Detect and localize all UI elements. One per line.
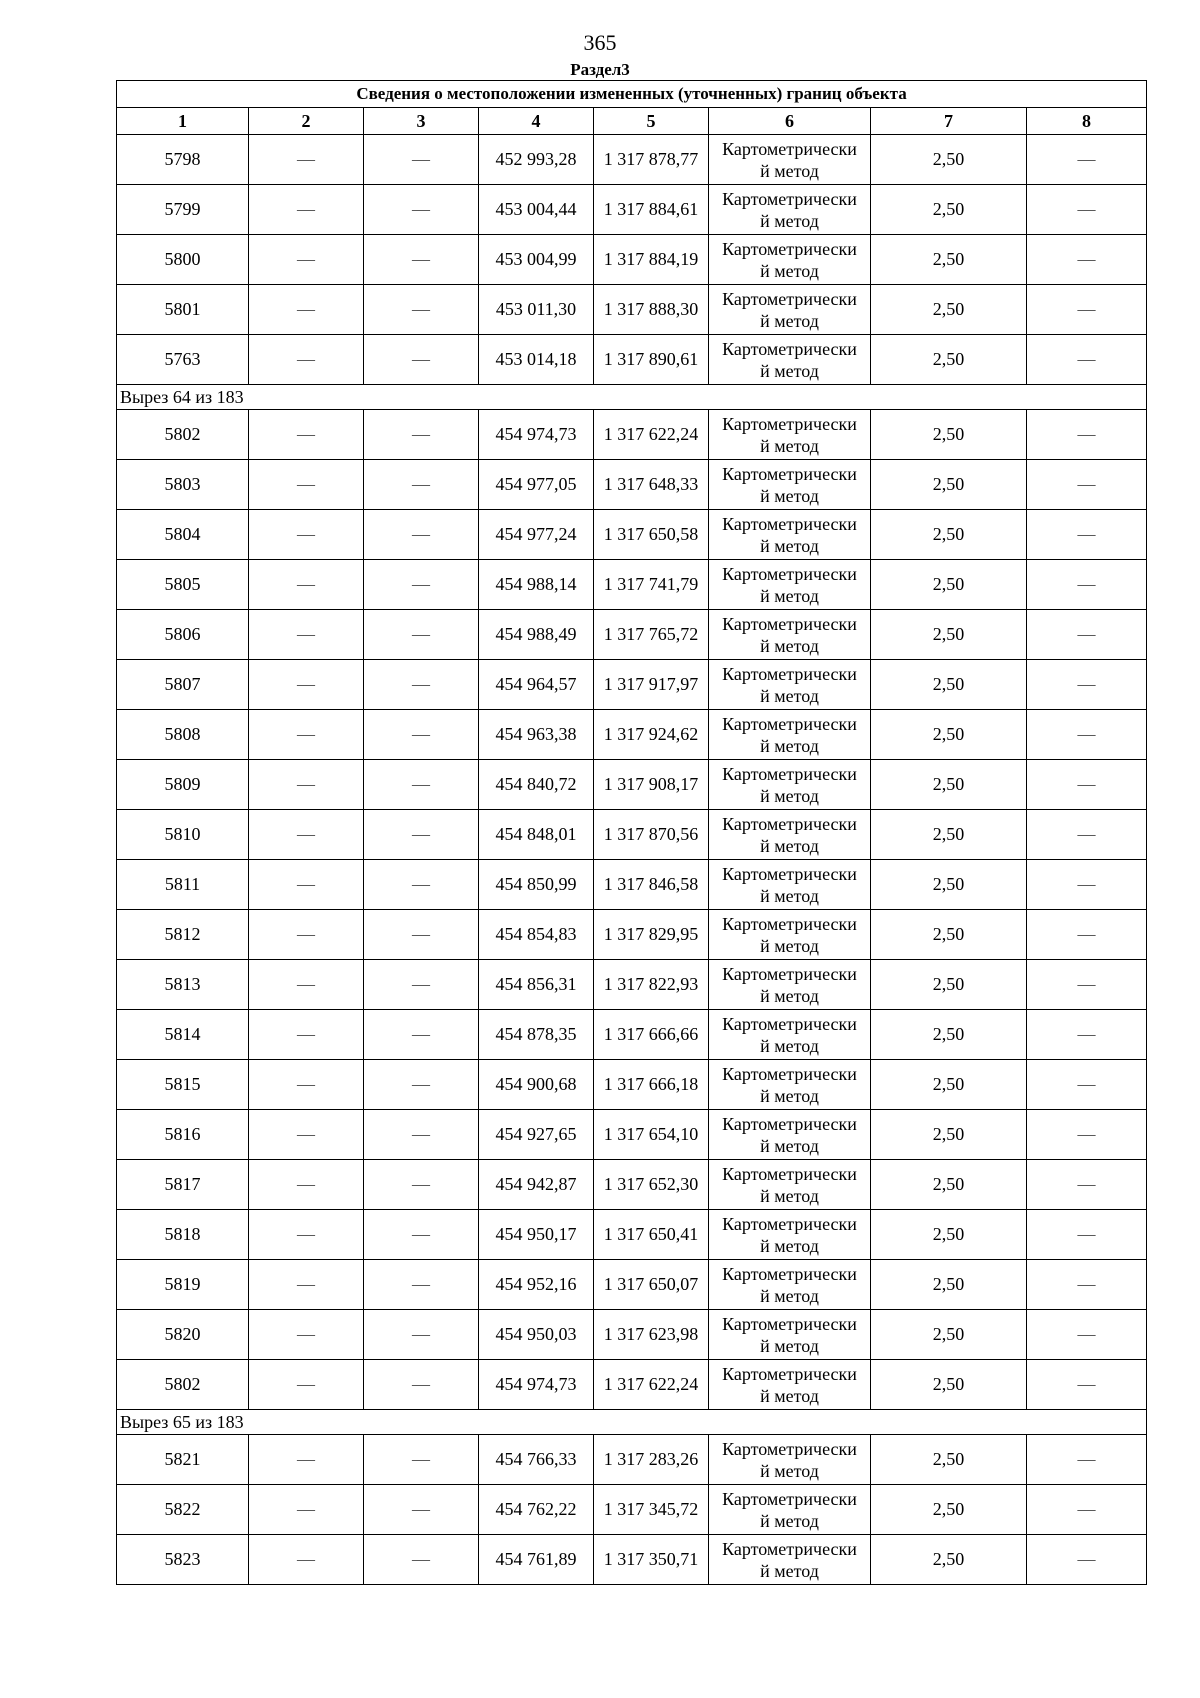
cell-method: Картометрически й метод	[709, 1160, 871, 1210]
cell-col-3: —	[364, 760, 479, 810]
cell-point-number: 5817	[117, 1160, 249, 1210]
table-row	[117, 1010, 1147, 1060]
cell-precision: 2,50	[871, 1360, 1027, 1410]
cell-precision: 2,50	[871, 510, 1027, 560]
cell-col-2: —	[249, 460, 364, 510]
table-row	[117, 1160, 1147, 1210]
cell-col-8: —	[1027, 810, 1147, 860]
cell-col-2: —	[249, 560, 364, 610]
cell-method: Картометрически й метод	[709, 1535, 871, 1585]
cell-precision: 2,50	[871, 1110, 1027, 1160]
cell-method: Картометрически й метод	[709, 410, 871, 460]
cell-col-2: —	[249, 1160, 364, 1210]
cell-coord-y: 1 317 623,98	[594, 1310, 709, 1360]
cell-coord-x: 454 850,99	[479, 860, 594, 910]
cell-point-number: 5812	[117, 910, 249, 960]
cell-method: Картометрически й метод	[709, 135, 871, 185]
cell-col-3: —	[364, 1010, 479, 1060]
cell-col-2: —	[249, 1210, 364, 1260]
cell-point-number: 5799	[117, 185, 249, 235]
cell-precision: 2,50	[871, 1010, 1027, 1060]
cell-col-3: —	[364, 1210, 479, 1260]
cell-col-8: —	[1027, 335, 1147, 385]
table-row	[117, 285, 1147, 335]
cell-col-3: —	[364, 185, 479, 235]
boundary-table	[116, 80, 1147, 1585]
table-row	[117, 235, 1147, 285]
cell-coord-y: 1 317 345,72	[594, 1485, 709, 1535]
column-header-5: 5	[594, 108, 709, 135]
cell-col-8: —	[1027, 185, 1147, 235]
table-row	[117, 1060, 1147, 1110]
cell-precision: 2,50	[871, 1160, 1027, 1210]
section-label: Вырез 65 из 183	[117, 1410, 1147, 1435]
cell-point-number: 5763	[117, 335, 249, 385]
table-row	[117, 860, 1147, 910]
cell-coord-y: 1 317 622,24	[594, 1360, 709, 1410]
cell-col-2: —	[249, 1435, 364, 1485]
table-row	[117, 410, 1147, 460]
table-title: Сведения о местоположении измененных (уточненных) границ объекта	[117, 81, 1147, 108]
cell-col-2: —	[249, 185, 364, 235]
table-row	[117, 910, 1147, 960]
cell-col-3: —	[364, 810, 479, 860]
cell-point-number: 5802	[117, 1360, 249, 1410]
cell-coord-x: 453 004,99	[479, 235, 594, 285]
cell-coord-x: 453 004,44	[479, 185, 594, 235]
cell-col-2: —	[249, 710, 364, 760]
cell-precision: 2,50	[871, 185, 1027, 235]
cell-coord-x: 454 974,73	[479, 1360, 594, 1410]
cell-coord-x: 454 977,24	[479, 510, 594, 560]
cell-coord-x: 454 942,87	[479, 1160, 594, 1210]
cell-col-8: —	[1027, 510, 1147, 560]
cell-col-8: —	[1027, 910, 1147, 960]
cell-point-number: 5811	[117, 860, 249, 910]
cell-col-3: —	[364, 1360, 479, 1410]
cell-method: Картометрически й метод	[709, 560, 871, 610]
cell-method: Картометрически й метод	[709, 235, 871, 285]
column-header-6: 6	[709, 108, 871, 135]
cell-point-number: 5804	[117, 510, 249, 560]
cell-point-number: 5802	[117, 410, 249, 460]
cell-coord-y: 1 317 648,33	[594, 460, 709, 510]
cell-coord-y: 1 317 650,07	[594, 1260, 709, 1310]
cell-col-8: —	[1027, 135, 1147, 185]
cell-precision: 2,50	[871, 235, 1027, 285]
cell-col-2: —	[249, 960, 364, 1010]
cell-col-3: —	[364, 710, 479, 760]
cell-method: Картометрически й метод	[709, 1260, 871, 1310]
cell-point-number: 5807	[117, 660, 249, 710]
table-row	[117, 135, 1147, 185]
cell-coord-x: 454 977,05	[479, 460, 594, 510]
cell-coord-y: 1 317 622,24	[594, 410, 709, 460]
cell-precision: 2,50	[871, 910, 1027, 960]
cell-col-3: —	[364, 1060, 479, 1110]
cell-coord-y: 1 317 741,79	[594, 560, 709, 610]
cell-col-3: —	[364, 1485, 479, 1535]
column-header-1: 1	[117, 108, 249, 135]
cell-coord-y: 1 317 765,72	[594, 610, 709, 660]
cell-point-number: 5805	[117, 560, 249, 610]
table-row	[117, 1435, 1147, 1485]
cell-method: Картометрически й метод	[709, 860, 871, 910]
cell-col-8: —	[1027, 610, 1147, 660]
column-header-8: 8	[1027, 108, 1147, 135]
cell-precision: 2,50	[871, 1535, 1027, 1585]
cell-coord-y: 1 317 917,97	[594, 660, 709, 710]
cell-col-8: —	[1027, 1110, 1147, 1160]
cell-col-2: —	[249, 610, 364, 660]
cell-col-8: —	[1027, 1535, 1147, 1585]
cell-precision: 2,50	[871, 1485, 1027, 1535]
cell-col-3: —	[364, 1260, 479, 1310]
cell-col-2: —	[249, 860, 364, 910]
cell-precision: 2,50	[871, 285, 1027, 335]
cell-point-number: 5823	[117, 1535, 249, 1585]
cell-precision: 2,50	[871, 710, 1027, 760]
table-row	[117, 460, 1147, 510]
section-label: Вырез 64 из 183	[117, 385, 1147, 410]
cell-col-3: —	[364, 460, 479, 510]
cell-coord-x: 454 848,01	[479, 810, 594, 860]
cell-col-8: —	[1027, 1160, 1147, 1210]
cell-coord-x: 454 927,65	[479, 1110, 594, 1160]
table-row	[117, 185, 1147, 235]
cell-precision: 2,50	[871, 1210, 1027, 1260]
table-row	[117, 610, 1147, 660]
cell-col-2: —	[249, 235, 364, 285]
cell-col-3: —	[364, 910, 479, 960]
table-title-row	[117, 81, 1147, 108]
cell-col-3: —	[364, 960, 479, 1010]
cell-col-2: —	[249, 1060, 364, 1110]
cell-point-number: 5815	[117, 1060, 249, 1110]
cell-col-8: —	[1027, 410, 1147, 460]
cell-col-2: —	[249, 910, 364, 960]
cell-coord-y: 1 317 654,10	[594, 1110, 709, 1160]
cell-coord-x: 454 762,22	[479, 1485, 594, 1535]
cell-col-3: —	[364, 235, 479, 285]
cell-coord-y: 1 317 650,41	[594, 1210, 709, 1260]
cell-col-2: —	[249, 1360, 364, 1410]
cell-coord-x: 454 950,03	[479, 1310, 594, 1360]
column-header-4: 4	[479, 108, 594, 135]
cell-coord-x: 454 974,73	[479, 410, 594, 460]
cell-method: Картометрически й метод	[709, 910, 871, 960]
cell-method: Картометрически й метод	[709, 510, 871, 560]
cell-coord-y: 1 317 924,62	[594, 710, 709, 760]
cell-col-3: —	[364, 335, 479, 385]
cell-col-2: —	[249, 1310, 364, 1360]
cell-method: Картометрически й метод	[709, 460, 871, 510]
cell-point-number: 5809	[117, 760, 249, 810]
cell-col-2: —	[249, 285, 364, 335]
cell-method: Картометрически й метод	[709, 335, 871, 385]
cell-col-8: —	[1027, 660, 1147, 710]
cell-col-8: —	[1027, 1310, 1147, 1360]
cell-point-number: 5822	[117, 1485, 249, 1535]
cell-col-2: —	[249, 1110, 364, 1160]
cell-col-2: —	[249, 135, 364, 185]
cell-col-3: —	[364, 1110, 479, 1160]
cell-col-3: —	[364, 135, 479, 185]
table-row	[117, 1310, 1147, 1360]
table-row	[117, 710, 1147, 760]
table-row	[117, 560, 1147, 610]
cell-point-number: 5810	[117, 810, 249, 860]
cell-col-8: —	[1027, 460, 1147, 510]
column-header-row	[117, 108, 1147, 135]
cell-precision: 2,50	[871, 810, 1027, 860]
cell-col-8: —	[1027, 1260, 1147, 1310]
cell-point-number: 5816	[117, 1110, 249, 1160]
cell-col-8: —	[1027, 1360, 1147, 1410]
cell-point-number: 5814	[117, 1010, 249, 1060]
cell-point-number: 5808	[117, 710, 249, 760]
cell-col-2: —	[249, 1010, 364, 1060]
cell-point-number: 5801	[117, 285, 249, 335]
cell-col-2: —	[249, 510, 364, 560]
cell-coord-y: 1 317 283,26	[594, 1435, 709, 1485]
cell-col-8: —	[1027, 560, 1147, 610]
cell-precision: 2,50	[871, 1435, 1027, 1485]
cell-col-2: —	[249, 1535, 364, 1585]
cell-precision: 2,50	[871, 1260, 1027, 1310]
cell-coord-y: 1 317 666,66	[594, 1010, 709, 1060]
cell-coord-y: 1 317 888,30	[594, 285, 709, 335]
cell-col-3: —	[364, 285, 479, 335]
cell-coord-y: 1 317 884,61	[594, 185, 709, 235]
cell-col-8: —	[1027, 285, 1147, 335]
cell-col-8: —	[1027, 1210, 1147, 1260]
cell-precision: 2,50	[871, 660, 1027, 710]
section-title: Раздел3	[570, 60, 630, 79]
cell-col-8: —	[1027, 1060, 1147, 1110]
cell-point-number: 5818	[117, 1210, 249, 1260]
cell-method: Картометрически й метод	[709, 760, 871, 810]
cell-coord-x: 454 964,57	[479, 660, 594, 710]
cell-coord-y: 1 317 652,30	[594, 1160, 709, 1210]
cell-point-number: 5821	[117, 1435, 249, 1485]
cell-coord-y: 1 317 350,71	[594, 1535, 709, 1585]
cell-method: Картометрически й метод	[709, 1210, 871, 1260]
cell-coord-x: 454 878,35	[479, 1010, 594, 1060]
cell-col-3: —	[364, 560, 479, 610]
cell-coord-x: 454 900,68	[479, 1060, 594, 1110]
cell-col-8: —	[1027, 1485, 1147, 1535]
cell-coord-x: 454 988,14	[479, 560, 594, 610]
cell-coord-y: 1 317 890,61	[594, 335, 709, 385]
cell-point-number: 5800	[117, 235, 249, 285]
cell-col-3: —	[364, 660, 479, 710]
cell-col-3: —	[364, 410, 479, 460]
cell-precision: 2,50	[871, 410, 1027, 460]
table-row	[117, 510, 1147, 560]
table-row	[117, 1485, 1147, 1535]
cell-col-2: —	[249, 410, 364, 460]
cell-method: Картометрически й метод	[709, 960, 871, 1010]
cell-coord-y: 1 317 908,17	[594, 760, 709, 810]
cell-method: Картометрически й метод	[709, 1110, 871, 1160]
cell-col-3: —	[364, 1310, 479, 1360]
cell-coord-x: 454 766,33	[479, 1435, 594, 1485]
table-row	[117, 760, 1147, 810]
cell-col-3: —	[364, 1535, 479, 1585]
cell-method: Картометрически й метод	[709, 810, 871, 860]
table-row	[117, 1360, 1147, 1410]
cell-method: Картометрически й метод	[709, 710, 871, 760]
table-row	[117, 1535, 1147, 1585]
column-header-7: 7	[871, 108, 1027, 135]
cell-coord-y: 1 317 846,58	[594, 860, 709, 910]
cell-method: Картометрически й метод	[709, 285, 871, 335]
cell-col-8: —	[1027, 710, 1147, 760]
cell-precision: 2,50	[871, 760, 1027, 810]
section-label-row	[117, 385, 1147, 410]
cell-precision: 2,50	[871, 610, 1027, 660]
cell-precision: 2,50	[871, 1310, 1027, 1360]
cell-precision: 2,50	[871, 460, 1027, 510]
column-header-2: 2	[249, 108, 364, 135]
table-row	[117, 1260, 1147, 1310]
cell-col-8: —	[1027, 760, 1147, 810]
cell-col-3: —	[364, 1160, 479, 1210]
cell-point-number: 5813	[117, 960, 249, 1010]
cell-method: Картометрически й метод	[709, 1060, 871, 1110]
cell-col-3: —	[364, 1435, 479, 1485]
cell-col-2: —	[249, 760, 364, 810]
table-body	[117, 81, 1147, 1585]
cell-col-8: —	[1027, 1010, 1147, 1060]
cell-method: Картометрически й метод	[709, 660, 871, 710]
cell-col-3: —	[364, 510, 479, 560]
table-row	[117, 1110, 1147, 1160]
cell-method: Картометрически й метод	[709, 1435, 871, 1485]
cell-method: Картометрически й метод	[709, 1310, 871, 1360]
cell-col-8: —	[1027, 235, 1147, 285]
page-number: 365	[583, 30, 617, 55]
cell-coord-x: 454 840,72	[479, 760, 594, 810]
cell-method: Картометрически й метод	[709, 1485, 871, 1535]
cell-col-8: —	[1027, 860, 1147, 910]
cell-col-2: —	[249, 335, 364, 385]
cell-col-2: —	[249, 1260, 364, 1310]
cell-coord-x: 454 988,49	[479, 610, 594, 660]
cell-coord-y: 1 317 870,56	[594, 810, 709, 860]
cell-coord-x: 453 011,30	[479, 285, 594, 335]
cell-point-number: 5819	[117, 1260, 249, 1310]
table-row	[117, 1210, 1147, 1260]
cell-coord-x: 454 963,38	[479, 710, 594, 760]
cell-col-3: —	[364, 610, 479, 660]
cell-point-number: 5803	[117, 460, 249, 510]
cell-precision: 2,50	[871, 960, 1027, 1010]
cell-coord-x: 454 950,17	[479, 1210, 594, 1260]
table-row	[117, 960, 1147, 1010]
cell-col-2: —	[249, 660, 364, 710]
table-row	[117, 810, 1147, 860]
cell-col-2: —	[249, 1485, 364, 1535]
cell-coord-x: 454 854,83	[479, 910, 594, 960]
cell-precision: 2,50	[871, 335, 1027, 385]
cell-method: Картометрически й метод	[709, 1010, 871, 1060]
cell-coord-y: 1 317 666,18	[594, 1060, 709, 1110]
cell-coord-x: 454 856,31	[479, 960, 594, 1010]
cell-coord-x: 453 014,18	[479, 335, 594, 385]
cell-method: Картометрически й метод	[709, 610, 871, 660]
cell-precision: 2,50	[871, 560, 1027, 610]
cell-col-8: —	[1027, 1435, 1147, 1485]
cell-point-number: 5806	[117, 610, 249, 660]
cell-coord-x: 454 952,16	[479, 1260, 594, 1310]
cell-point-number: 5798	[117, 135, 249, 185]
cell-point-number: 5820	[117, 1310, 249, 1360]
column-header-3: 3	[364, 108, 479, 135]
section-label-row	[117, 1410, 1147, 1435]
table-row	[117, 335, 1147, 385]
cell-coord-y: 1 317 829,95	[594, 910, 709, 960]
cell-coord-x: 452 993,28	[479, 135, 594, 185]
cell-col-8: —	[1027, 960, 1147, 1010]
cell-coord-y: 1 317 822,93	[594, 960, 709, 1010]
cell-coord-x: 454 761,89	[479, 1535, 594, 1585]
cell-precision: 2,50	[871, 135, 1027, 185]
cell-coord-y: 1 317 884,19	[594, 235, 709, 285]
cell-coord-y: 1 317 878,77	[594, 135, 709, 185]
table-row	[117, 660, 1147, 710]
cell-coord-y: 1 317 650,58	[594, 510, 709, 560]
cell-col-3: —	[364, 860, 479, 910]
cell-precision: 2,50	[871, 860, 1027, 910]
cell-col-2: —	[249, 810, 364, 860]
cell-method: Картометрически й метод	[709, 185, 871, 235]
cell-method: Картометрически й метод	[709, 1360, 871, 1410]
cell-precision: 2,50	[871, 1060, 1027, 1110]
